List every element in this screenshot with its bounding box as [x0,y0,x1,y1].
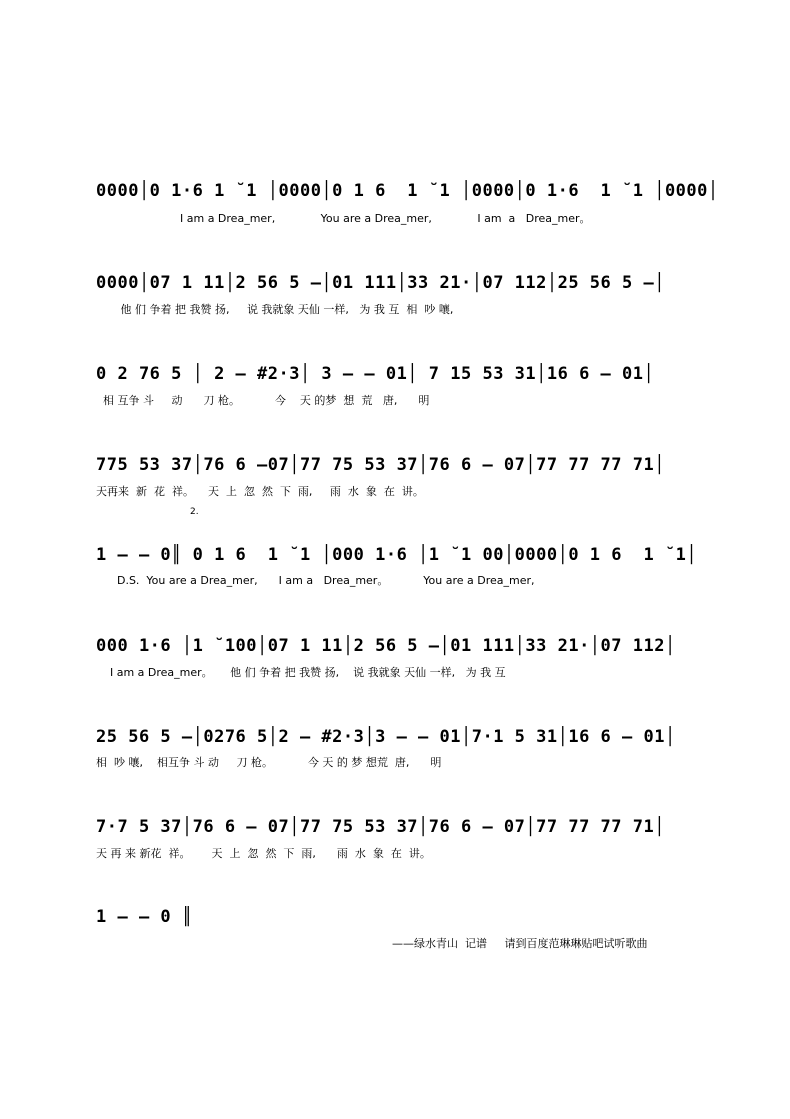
notes-row-5: 1 — — 0║ 0 1 6 1 ˘1 │000 1·6 │1 ˘1 00│0000│0 1 6 1 ˘1│ [96,545,698,565]
second-ending-mark: 2. [190,507,199,517]
notes-row-7: 25 56 5 —│0276 5│2 — #2·3│3 — — 01│7·1 5 31│16 6 — 01│ [96,727,676,747]
notes-row-1: 0000│0 1·6 1 ˘1 │0000│0 1 6 1 ˘1 │0000│0 1·6 1 ˘1 │0000│ [96,181,719,201]
lyrics-row-3: 相 互争 斗 动 刀 枪。 今 天 的梦 想 荒 唐, 明 [96,394,430,407]
lyrics-row-4: 天再来 新 花 祥。 天 上 忽 然 下 雨, 雨 水 象 在 讲。 [96,485,424,498]
notes-row-4: 775 53 37│76 6 —07│77 75 53 37│76 6 — 07│77 77 77 71│ [96,455,665,475]
notes-row-2: 0000│07 1 11│2 56 5 —│01 111│33 21·│07 112│25 56 5 —│ [96,273,665,293]
lyrics-row-8: 天 再 来 新花 祥。 天 上 忽 然 下 雨, 雨 水 象 在 讲。 [96,847,431,860]
lyrics-row-2: 他 们 争着 把 我赞 扬, 说 我就象 天仙 一样, 为 我 互 相 吵 嚷, [96,303,454,316]
lyrics-row-6: I am a Drea_mer。 他 们 争着 把 我赞 扬, 说 我就象 天仙 一样, 为 我 互 [96,666,506,679]
notes-row-9: 1 — — 0 ║ [96,907,193,927]
credit-line: ——绿水青山 记谱 请到百度范琳琳贴吧试听歌曲 [392,937,648,950]
notes-row-6: 000 1·6 │1 ˘100│07 1 11│2 56 5 —│01 111│33 21·│07 112│ [96,636,676,656]
lyrics-row-1: I am a Drea_mer, You are a Drea_mer, I am a Drea_mer。 [180,212,591,225]
notes-row-8: 7·7 5 37│76 6 — 07│77 75 53 37│76 6 — 07│77 77 77 71│ [96,817,665,837]
notes-row-3: 0 2 76 5 │ 2 — #2·3│ 3 — — 01│ 7 15 53 31│16 6 — 01│ [96,364,655,384]
lyrics-row-5: D.S. You are a Drea_mer, I am a Drea_mer。 You are a Drea_mer, [96,574,535,587]
lyrics-row-7: 相 吵 嚷, 相互争 斗 动 刀 枪。 今 天 的 梦 想荒 唐, 明 [96,756,442,769]
